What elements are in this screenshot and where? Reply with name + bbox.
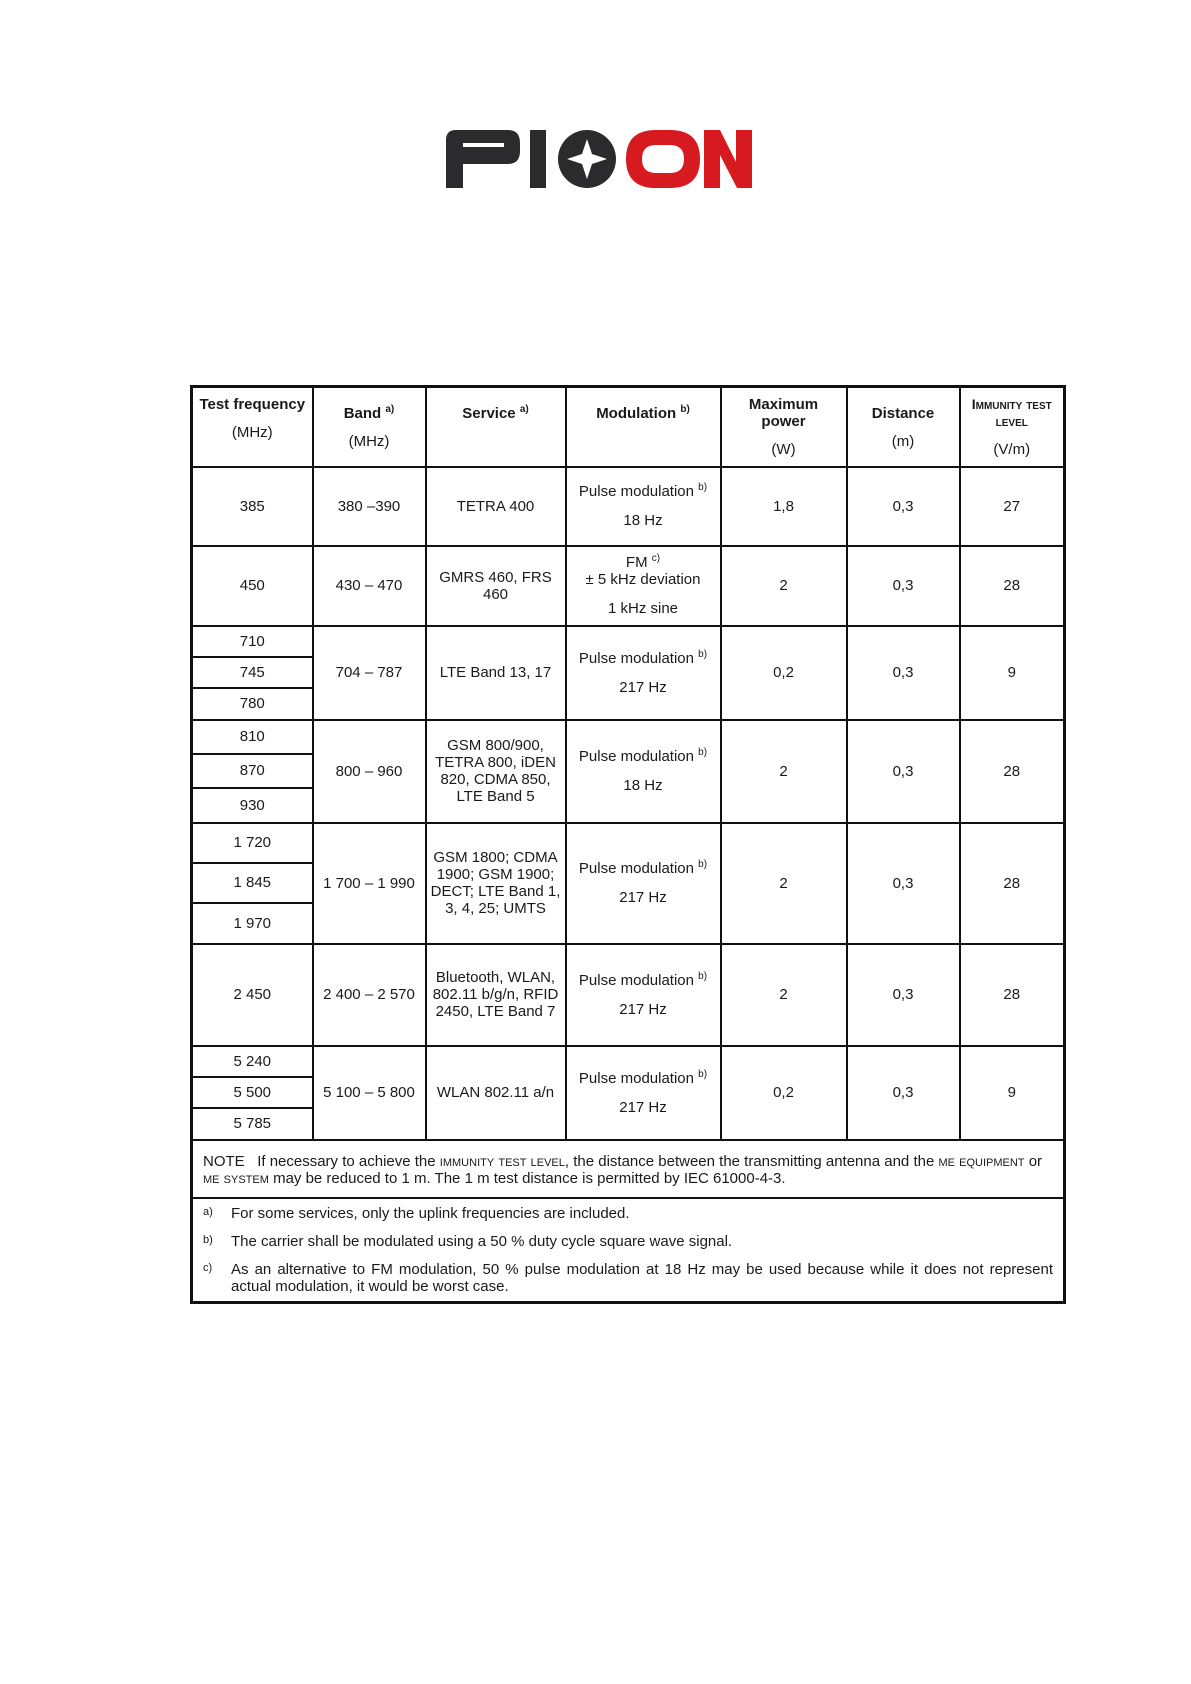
table-header-row (192, 387, 1065, 467)
freq-cell: 810 870 930 (192, 720, 313, 823)
modulation-cell: FM $^{c)}$ ± 5 kHz deviation 1 kHz sine (566, 546, 721, 626)
distance-cell: 0,3 (847, 944, 960, 1046)
band-cell: 2 400 – 2 570 (313, 944, 426, 1046)
footnote-item: c) As an alternative to FM modulation, 50 % pulse modulation at 18 Hz may be used because while it does not represent actual modulation, it would be worst case. (203, 1260, 1053, 1295)
distance-cell: 0,3 (847, 720, 960, 823)
table-row (192, 546, 1065, 626)
service-cell: TETRA 400 (426, 467, 566, 546)
service-cell: Bluetooth, WLAN, 802.11 b/g/n, RFID 2450, LTE Band 7 (426, 944, 566, 1046)
level-cell: 28 (960, 546, 1065, 626)
band-cell: 704 – 787 (313, 626, 426, 720)
power-cell: 2 (721, 720, 847, 823)
power-cell: 1,8 (721, 467, 847, 546)
service-cell: LTE Band 13, 17 (426, 626, 566, 720)
header-immunity-level: Immunity test level (V/m) (960, 387, 1065, 467)
level-cell: 28 (960, 720, 1065, 823)
service-cell: WLAN 802.11 a/n (426, 1046, 566, 1140)
service-cell: GSM 800/900, TETRA 800, iDEN 820, CDMA 850, LTE Band 5 (426, 720, 566, 823)
distance-cell: 0,3 (847, 1046, 960, 1140)
modulation-cell: Pulse modulation $^{b)}$ 217 Hz (566, 823, 721, 944)
freq-cell: 450 (192, 546, 313, 626)
distance-cell: 0,3 (847, 546, 960, 626)
band-cell: 380 –390 (313, 467, 426, 546)
header-test-frequency: Test frequency (MHz) (192, 387, 313, 467)
table-footnotes (192, 1198, 1065, 1303)
footnotes-row (192, 1198, 1065, 1303)
level-cell: 27 (960, 467, 1065, 546)
freq-cell: 710 745 780 (192, 626, 313, 720)
modulation-cell: Pulse modulation $^{b)}$ 217 Hz (566, 626, 721, 720)
modulation-cell: Pulse modulation $^{b)}$ 18 Hz (566, 720, 721, 823)
table-row (192, 1046, 1065, 1140)
header-distance: Distance (m) (847, 387, 960, 467)
table-row (192, 626, 1065, 720)
table-note: NOTE If necessary to achieve the immunity test level, the distance between the transmitting antenna and the me equipment or me system may be reduced to 1 m. The 1 m test distance is permitted by IEC 61000-4-3. (192, 1140, 1065, 1198)
power-cell: 2 (721, 546, 847, 626)
freq-cell: 385 (192, 467, 313, 546)
freq-cell: 5 240 5 500 5 785 (192, 1046, 313, 1140)
freq-cell: 1 720 1 845 1 970 (192, 823, 313, 944)
footnote-item: b) The carrier shall be modulated using a 50 % duty cycle square wave signal. (203, 1232, 733, 1250)
level-cell: 9 (960, 626, 1065, 720)
header-max-power: Maximum power (W) (721, 387, 847, 467)
power-cell: 2 (721, 944, 847, 1046)
band-cell: 1 700 – 1 990 (313, 823, 426, 944)
power-cell: 0,2 (721, 626, 847, 720)
power-cell: 2 (721, 823, 847, 944)
power-cell: 0,2 (721, 1046, 847, 1140)
footnote-item: a) For some services, only the uplink frequencies are included. (203, 1204, 630, 1222)
level-cell: 9 (960, 1046, 1065, 1140)
table-row (192, 944, 1065, 1046)
header-service: Service $^{a)}$ (426, 387, 566, 467)
table-row (192, 823, 1065, 944)
modulation-cell: Pulse modulation $^{b)}$ 18 Hz (566, 467, 721, 546)
note-row (192, 1140, 1065, 1198)
band-cell: 5 100 – 5 800 (313, 1046, 426, 1140)
header-modulation: Modulation $^{b)}$ (566, 387, 721, 467)
table-row (192, 720, 1065, 823)
level-cell: 28 (960, 944, 1065, 1046)
distance-cell: 0,3 (847, 823, 960, 944)
immunity-test-table (190, 385, 1066, 1304)
band-cell: 430 – 470 (313, 546, 426, 626)
modulation-cell: Pulse modulation $^{b)}$ 217 Hz (566, 944, 721, 1046)
modulation-cell: Pulse modulation $^{b)}$ 217 Hz (566, 1046, 721, 1140)
logo-graphic (446, 126, 752, 188)
distance-cell: 0,3 (847, 626, 960, 720)
freq-cell: 2 450 (192, 944, 313, 1046)
service-cell: GSM 1800; CDMA 1900; GSM 1900; DECT; LTE Band 1, 3, 4, 25; UMTS (426, 823, 566, 944)
table-row (192, 467, 1065, 546)
service-cell: GMRS 460, FRS 460 (426, 546, 566, 626)
company-logo (446, 126, 752, 188)
header-band: Band $^{a)}$ (MHz) (313, 387, 426, 467)
level-cell: 28 (960, 823, 1065, 944)
band-cell: 800 – 960 (313, 720, 426, 823)
distance-cell: 0,3 (847, 467, 960, 546)
